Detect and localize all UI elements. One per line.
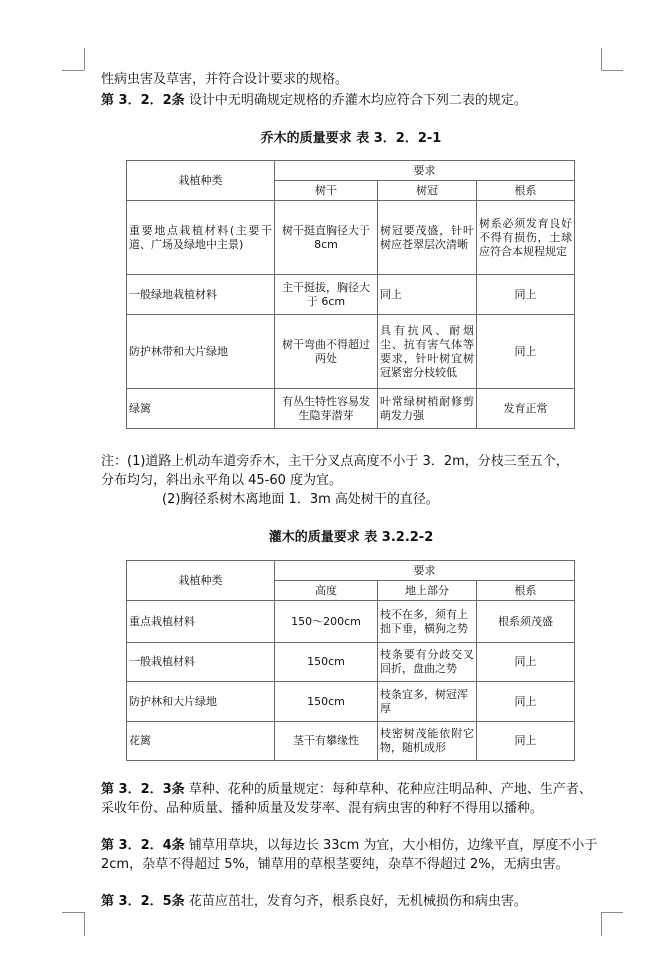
cell-root: 同上: [477, 682, 575, 722]
header-col: 树干: [275, 181, 378, 201]
crop-mark: [601, 70, 623, 71]
cell-above-ground: 枝密树茂能依附它物，随机成形: [378, 722, 477, 761]
clause-text: 铺草用草块，以每边长 33cm 为宜，大小相仿，边缘平直，厚度不小于 2cm，杂草不得超过 5%，铺草用的草根茎要纯，杂草不得超过 2%，无病虫害。: [101, 838, 598, 872]
table-row: [127, 389, 575, 429]
header-col: 地上部分: [378, 581, 477, 601]
clause-text: 设计中无明确规定规格的乔灌木均应符合下列二表的规定。: [188, 93, 527, 108]
clause-3-2-2: [101, 91, 601, 110]
table1-caption: 乔木的质量要求 表 3．2．2-1: [260, 131, 442, 146]
crop-mark: [84, 48, 85, 70]
crop-mark: [601, 912, 623, 913]
cell-type: 一般栽植材料: [127, 643, 275, 682]
clause-number: 第 3．2．4条: [101, 838, 185, 853]
note-2: (2)胸径系树木离地面 1．3m 高处树干的直径。: [162, 492, 439, 507]
clause-3-2-4: [101, 836, 601, 874]
table-row: [127, 275, 575, 315]
cell-root: 同上: [477, 722, 575, 761]
cell-height: 150～200cm: [275, 601, 378, 643]
table2-caption: 灌木的质量要求 表 3.2.2-2: [268, 530, 434, 545]
cell-crown: 同上: [378, 275, 477, 315]
cell-crown: 具有抗风、耐烟尘、抗有害气体等要求，针叶树宜树冠紧密分枝较低: [378, 315, 477, 389]
tree-quality-table: [126, 160, 575, 429]
clause-3-2-3: [101, 780, 601, 818]
cell-above-ground: 枝不在多，须有上拙下垂，横狗之势: [378, 601, 477, 643]
crop-mark: [84, 912, 85, 936]
cell-root: 发育正常: [477, 389, 575, 429]
note-1-cont: 分布均匀，斜出永平角以 45-60 度为宜。: [101, 473, 343, 488]
cell-root: 根系须茂盛: [477, 601, 575, 643]
cell-height: 150cm: [275, 643, 378, 682]
clause-number: 第 3．2．3条: [101, 782, 185, 797]
cell-type: 花篱: [127, 722, 275, 761]
table-row: [127, 601, 575, 643]
cell-trunk: 树干挺直胸径大于8cm: [275, 201, 378, 275]
header-col: 根系: [477, 581, 575, 601]
cell-height: 茎干有攀缘性: [275, 722, 378, 761]
crop-mark: [601, 48, 602, 70]
table-row: [127, 643, 575, 682]
cell-crown: 叶常绿树梢耐修剪萌发力强: [378, 389, 477, 429]
cell-trunk: 主干挺拔，胸径大于 6cm: [275, 275, 378, 315]
cell-root: 树系必须发育良好不得有损伤，土球应符合本规程规定: [477, 201, 575, 275]
crop-mark: [62, 912, 84, 913]
cell-height: 150cm: [275, 682, 378, 722]
header-col: 根系: [477, 181, 575, 201]
table-row: [127, 201, 575, 275]
clause-3-2-5: [101, 892, 601, 911]
cell-trunk: 树干弯曲不得超过两处: [275, 315, 378, 389]
cell-root: 同上: [477, 315, 575, 389]
header-col: 树冠: [378, 181, 477, 201]
header-requirements: 要求: [275, 561, 575, 581]
cell-root: 同上: [477, 643, 575, 682]
clause-number: 第 3．2．2条: [101, 93, 185, 108]
header-col: 高度: [275, 581, 378, 601]
cell-type: 防护林带和大片绿地: [127, 315, 275, 389]
cell-type: 重点栽植材料: [127, 601, 275, 643]
crop-mark: [62, 70, 84, 71]
clause-number: 第 3．2．5条: [101, 894, 185, 909]
table-row: [127, 722, 575, 761]
cell-above-ground: 枝条宜多，树冠浑厚: [378, 682, 477, 722]
cell-type: 防护林和大片绿地: [127, 682, 275, 722]
clause-text: 花苗应茁壮，发育匀齐，根系良好，无机械损伤和病虫害。: [188, 894, 527, 909]
shrub-quality-table: [126, 560, 575, 761]
header-requirements: 要求: [275, 161, 575, 181]
cell-crown: 树冠要茂盛，针叶树应苍翠层次清晰: [378, 201, 477, 275]
cell-type: 一般绿地栽植材料: [127, 275, 275, 315]
cell-trunk: 有丛生特性容易发生隐芽潜芽: [275, 389, 378, 429]
table-row: [127, 682, 575, 722]
header-type: 栽植种类: [127, 161, 275, 201]
intro-line: 性病虫害及草害，并符合设计要求的规格。: [101, 72, 349, 87]
note-1: 注：(1)道路上机动车道旁乔木，主干分叉点高度不小于 3．2m，分枝三至五个，: [101, 454, 569, 469]
table-row: [127, 315, 575, 389]
cell-type: 重要地点栽植材料(主要干道、广场及绿地中主景): [127, 201, 275, 275]
cell-type: 绿篱: [127, 389, 275, 429]
cell-above-ground: 枝条要有分歧交叉回折，盘曲之势: [378, 643, 477, 682]
crop-mark: [601, 912, 602, 936]
clause-text: 草种、花种的质量规定：每种草种、花种应注明品种、产地、生产者、采收年份、品种质量、播种质量及发芽率、混有病虫害的种籽不得用以播种。: [101, 782, 592, 816]
cell-root: 同上: [477, 275, 575, 315]
header-type: 栽植种类: [127, 561, 275, 601]
